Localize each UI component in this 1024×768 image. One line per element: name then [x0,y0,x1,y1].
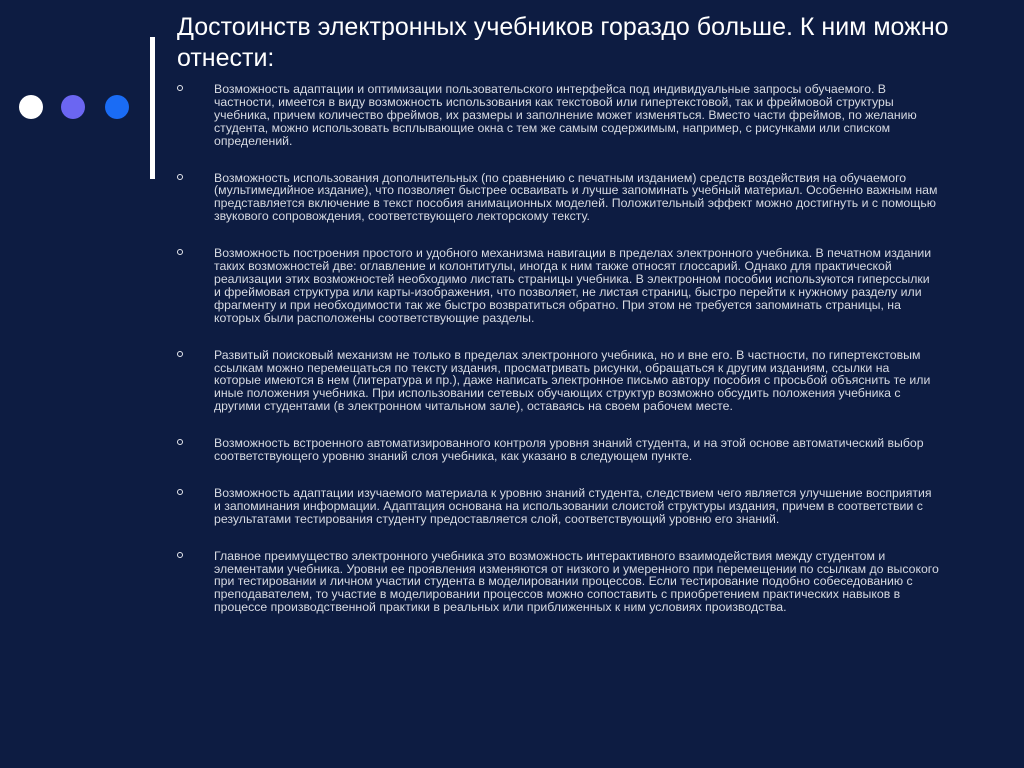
item-text: Главное преимущество электронного учебника это возможность интерактивного взаимодействия между студентом и элементами учебника. Уровни ее проявления изменяются от низкого и умеренного при перемещении по ссылкам до высокого при тестировании и личном участии студента в моделировании процессов. Если тестирование подобно собеседованию с преподавателем, то участие в моделировании процессов можно сопоставить с приобретением практических навыков в процессе производственной практики в реальных или приближенных к ним условиях производства. [214,548,939,615]
bullet-circle-icon [177,439,183,445]
accent-bar [150,37,155,179]
list-item [177,247,939,324]
item-text: Возможность встроенного автоматизированного контроля уровня знаний студента, и на этой основе автоматический выбор соответствующего уровню знаний слоя учебника, как указано в следующем пункте. [214,436,924,464]
list-item [177,172,939,224]
bullet-circle-icon [177,85,183,91]
item-text: Возможность построения простого и удобного механизма навигации в пределах электронного учебника. В печатном издании таких возможностей две: оглавление и колонтитулы, иногда к ним также относят глоссарий. Однако для практической реализации этих возможностей необходимо листать страницы учебника. В электронном пособии используются гиперссылки и фреймовая структура или карты-изображения, что позволяет, не листая страниц, быстро перейти к нужному разделу или фрагменту и при необходимости так же быстро возвратиться обратно. При этом не требуется запоминать страницы, на которых были расположены соответствующие разделы. [214,246,932,325]
bullet-circle-icon [177,552,183,558]
bullet-circle-icon [177,174,183,180]
slide-title: Достоинств электронных учебников гораздо больше. К ним можно отнести: [177,13,949,72]
decor-dot-white [19,95,43,119]
list-item [177,83,939,148]
bullet-circle-icon [177,351,183,357]
list-item [177,487,939,526]
item-text: Развитый поисковый механизм не только в пределах электронного учебника, но и вне его. В частности, по гипертекстовым ссылкам можно перемещаться по тексту издания, просматривать рисунки, обращаться к другим изданиям, ссылки на которые имеются в нем (литература и пр.), даже написать электронное письмо автору пособия с просьбой объяснить те или иные положения учебника. При использовании сетевых обучающих структур возможно обсудить положения учебника с другими студентами (в электронном читальном зале), оставаясь на своем рабочем месте. [214,347,931,414]
item-text: Возможность использования дополнительных (по сравнению с печатным изданием) средств воздействия на обучаемого (мультимедийное издание), что позволяет быстрее осваивать и лучше запоминать учебный материал. Особенно важным нам представляется включение в текст пособия анимационных моделей. Положительный эффект можно достигнуть и с помощью звукового сопровождения, соответствующего лекторскому тексту. [214,170,938,224]
list-item [177,437,939,463]
item-text: Возможность адаптации и оптимизации пользовательского интерфейса под индивидуальные запросы обучаемого. В частности, имеется в виду возможность использования как текстовой или гипертекстовой, так и фреймовой структуры учебника, причем количество фреймов, их размеры и заполнение может изменяться. Вместо части фреймов, по желанию студента, можно использовать всплывающие окна с тем же самым содержимым, например, с рисунками или списком определений. [214,82,917,148]
list-item [177,550,939,615]
decor-dot-blue [105,95,129,119]
bullet-circle-icon [177,249,183,255]
bullet-list [177,83,939,638]
list-item [177,349,939,414]
bullet-circle-icon [177,489,183,495]
item-text: Возможность адаптации изучаемого материала к уровню знаний студента, следствием чего является улучшение восприятия и запоминания информации. Адаптация основана на использовании слоистой структуры издания, причем в соответствии с результатами тестирования студенту предоставляется слой, соответствующий уровню его знаний. [214,485,932,526]
decor-dot-violet [61,95,85,119]
